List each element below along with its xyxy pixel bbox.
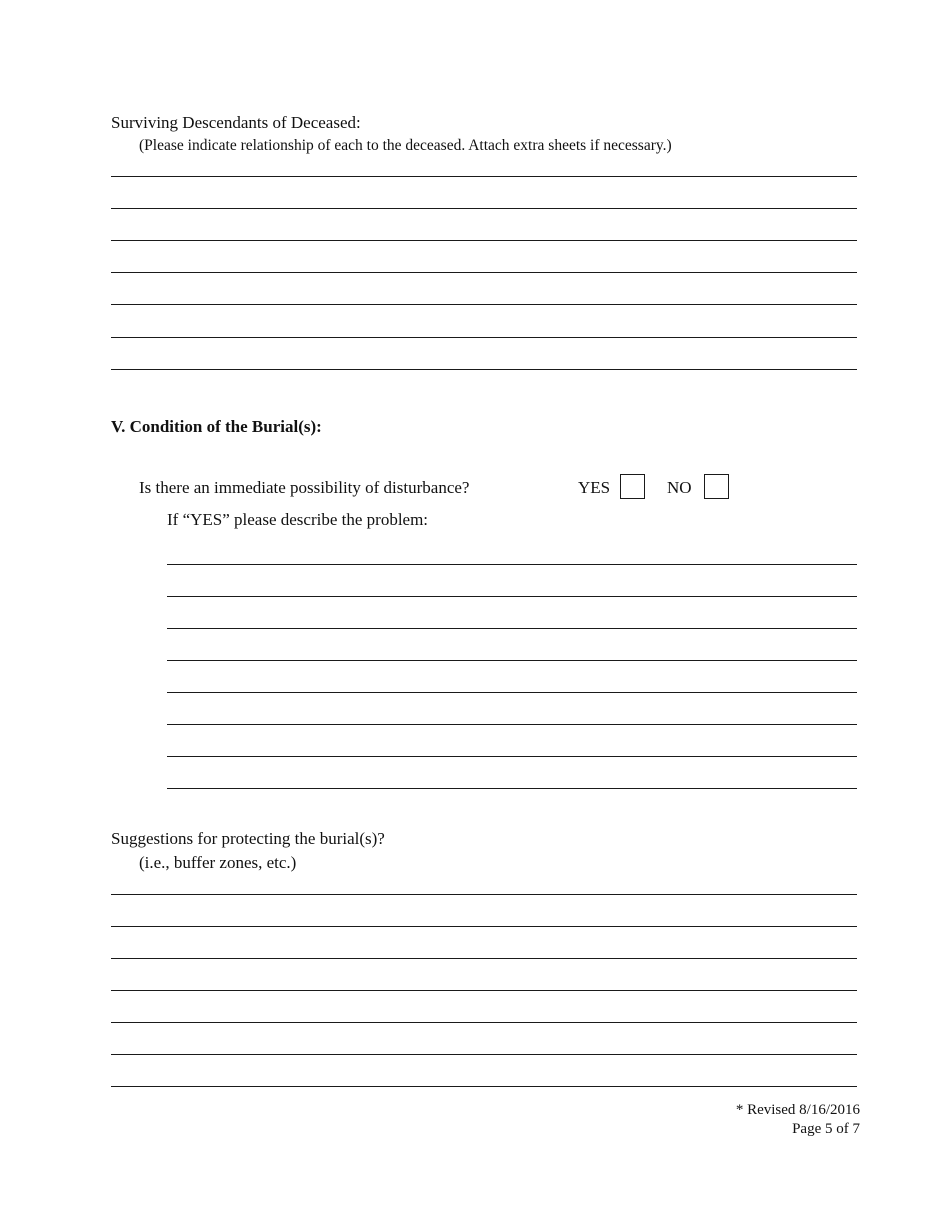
disturbance-question: Is there an immediate possibility of disturbance?: [139, 478, 470, 497]
descendants-line-3[interactable]: [111, 240, 857, 241]
section-v-heading: V. Condition of the Burial(s):: [111, 417, 322, 436]
suggestions-line-2[interactable]: [111, 926, 857, 927]
problem-line-3[interactable]: [167, 628, 857, 629]
suggestions-label: Suggestions for protecting the burial(s)?: [111, 829, 385, 848]
problem-line-4[interactable]: [167, 660, 857, 661]
suggestions-line-7[interactable]: [111, 1086, 857, 1087]
descendants-label: Surviving Descendants of Deceased:: [111, 113, 361, 132]
problem-line-5[interactable]: [167, 692, 857, 693]
suggestions-line-1[interactable]: [111, 894, 857, 895]
descendants-line-7[interactable]: [111, 369, 857, 370]
suggestions-line-3[interactable]: [111, 958, 857, 959]
page-number: Page 5 of 7: [792, 1121, 860, 1137]
problem-line-6[interactable]: [167, 724, 857, 725]
suggestions-line-5[interactable]: [111, 1022, 857, 1023]
problem-line-2[interactable]: [167, 596, 857, 597]
problem-line-8[interactable]: [167, 788, 857, 789]
describe-prompt: If “YES” please describe the problem:: [167, 510, 429, 529]
page-footer: [736, 1101, 860, 1139]
descendants-line-6[interactable]: [111, 337, 857, 338]
suggestions-line-4[interactable]: [111, 990, 857, 991]
problem-line-7[interactable]: [167, 756, 857, 757]
yes-label: YES: [578, 478, 611, 497]
yes-checkbox[interactable]: [620, 474, 645, 499]
revised-date: * Revised 8/16/2016: [735, 1102, 860, 1118]
suggestions-hint: (i.e., buffer zones, etc.): [139, 853, 297, 872]
descendants-line-2[interactable]: [111, 208, 857, 209]
suggestions-line-6[interactable]: [111, 1054, 857, 1055]
descendants-line-5[interactable]: [111, 304, 857, 305]
descendants-instruction: (Please indicate relationship of each to the deceased. Attach extra sheets if necessary.): [139, 137, 672, 154]
no-checkbox[interactable]: [704, 474, 729, 499]
problem-line-1[interactable]: [167, 564, 857, 565]
no-label: NO: [667, 478, 692, 497]
descendants-line-1[interactable]: [111, 176, 857, 177]
descendants-line-4[interactable]: [111, 272, 857, 273]
